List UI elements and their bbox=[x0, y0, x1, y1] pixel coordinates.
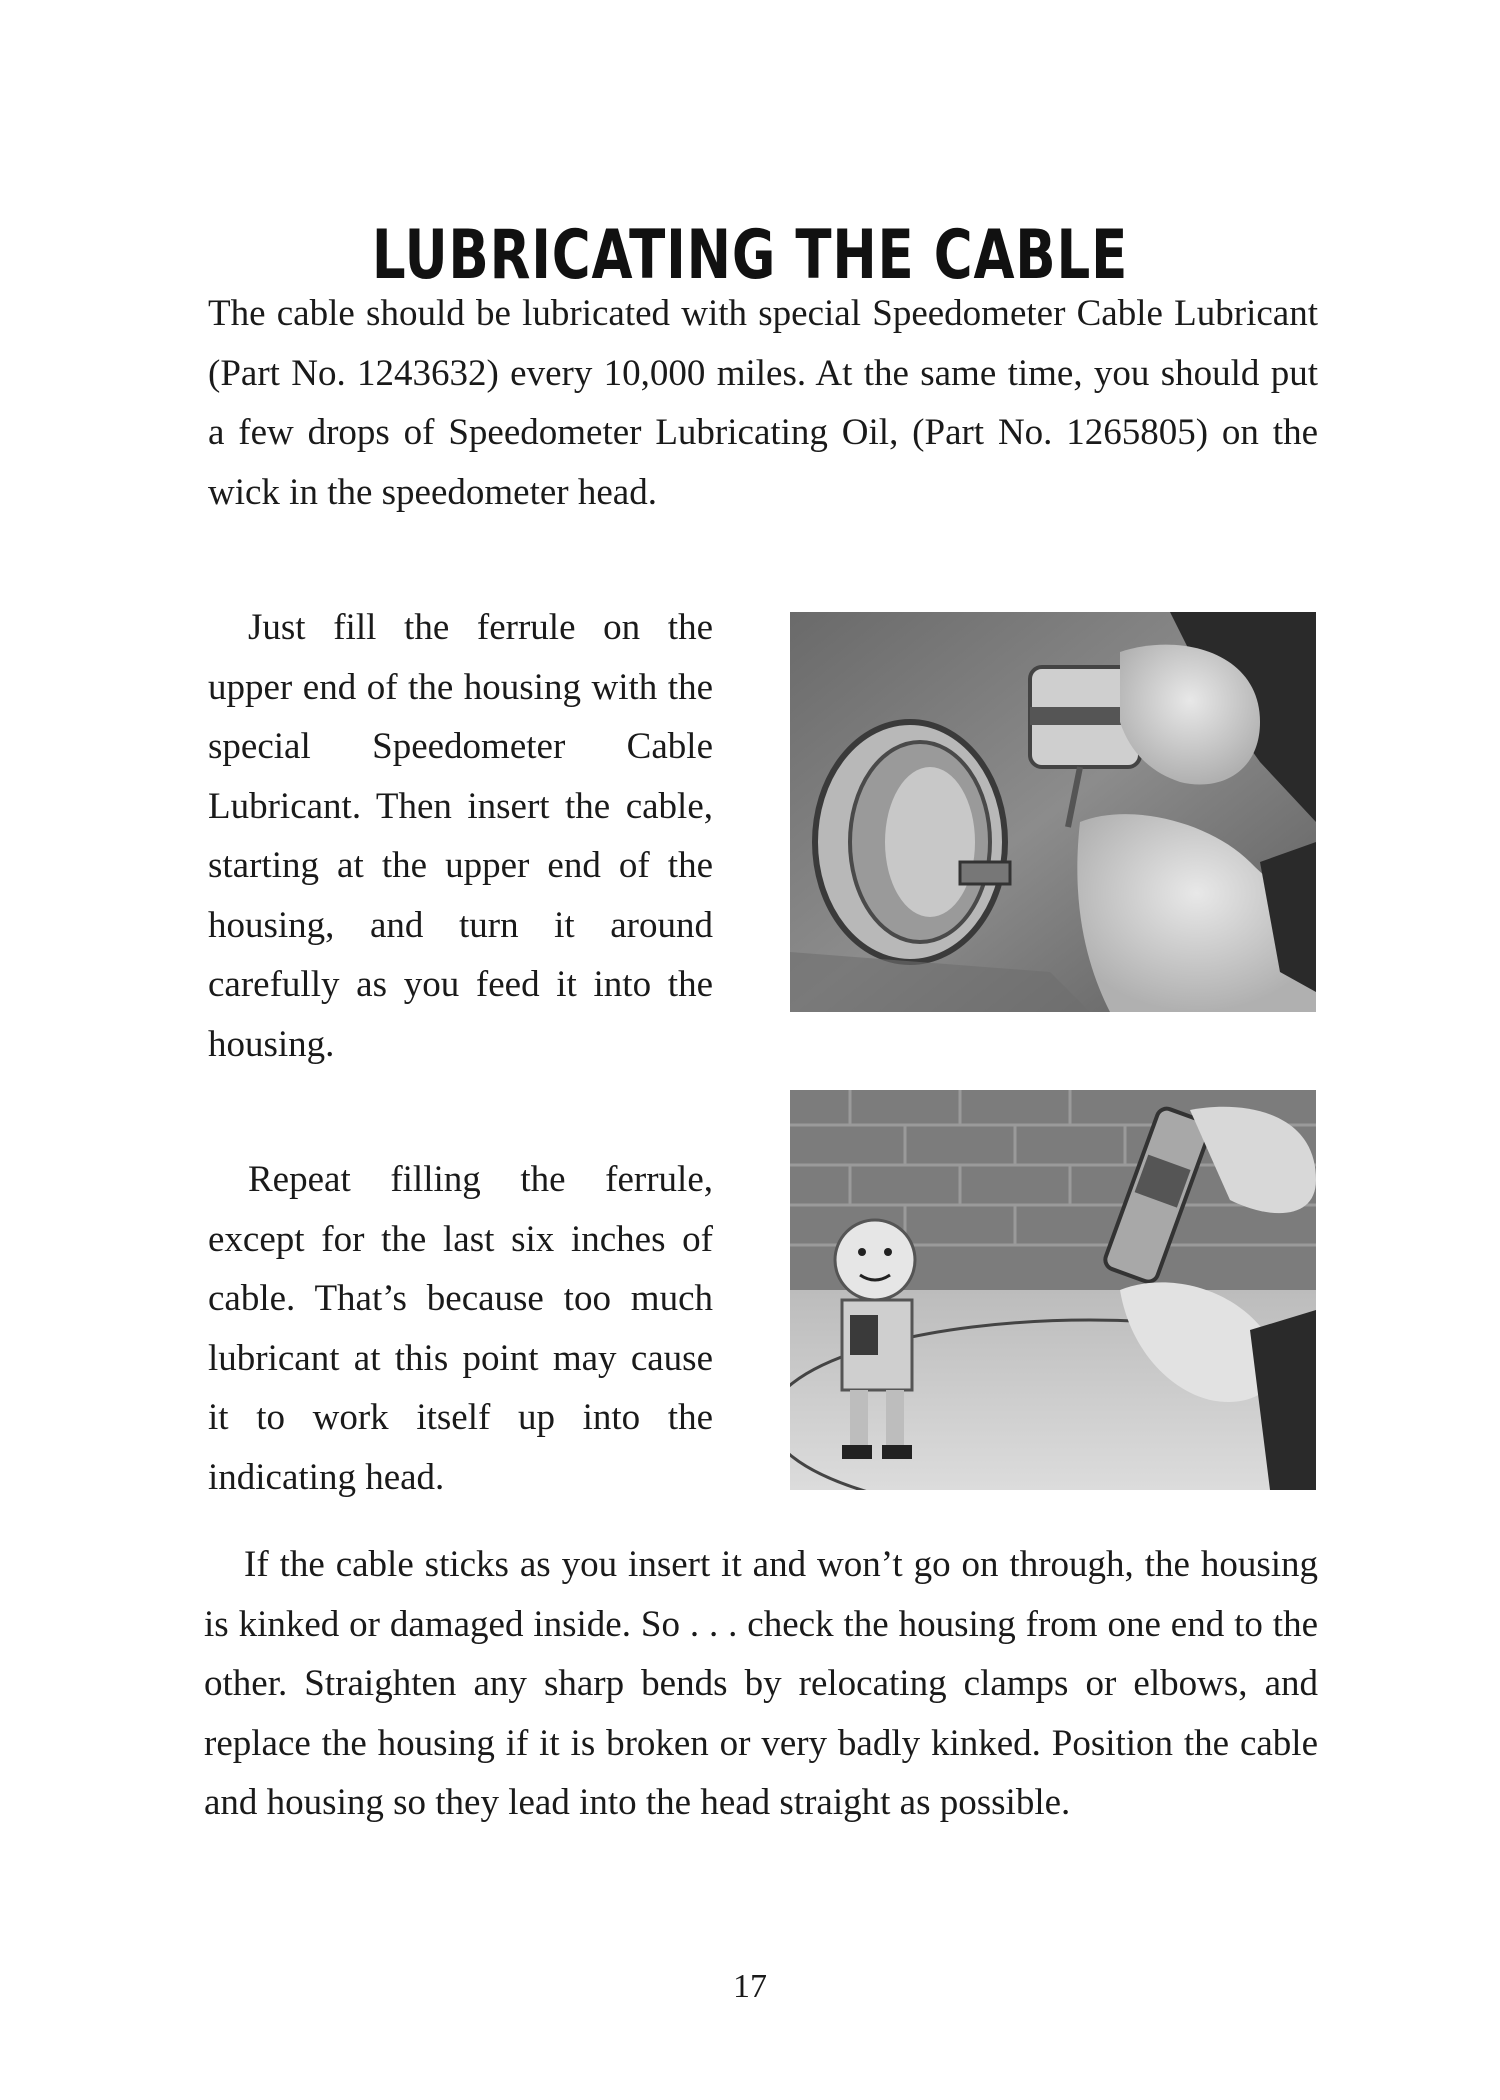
page-title: LUBRICATING THE CABLE bbox=[371, 215, 1129, 295]
fill-ferrule-paragraph: Just fill the ferrule on the upper end of the housing with the special Speedometer Cable Lubricant. Then insert the cable, starting at the upper end of the housing, and turn it around carefully as you feed it into the housing. bbox=[208, 607, 713, 1065]
intro-paragraph: The cable should be lubricated with special Speedometer Cable Lubricant (Part No. 1243632) every 10,000 miles. At the same time, you should put a few drops of Speedometer Lubricating Oil, (Part No. 1265805) on the wick in the speedometer head. bbox=[208, 293, 1318, 513]
photo-inserting-cable-image bbox=[790, 1090, 1316, 1490]
page-number: 17 bbox=[733, 1968, 767, 2005]
photo-inserting-cable bbox=[790, 1090, 1316, 1490]
photo-lubricating-ferrule bbox=[790, 612, 1316, 1012]
repeat-filling-paragraph: Repeat filling the ferrule, except for the last six inches of cable. That’s because too much lubricant at this point may cause it to work itself up into the indicating head. bbox=[208, 1159, 713, 1498]
cable-sticks-paragraph: If the cable sticks as you insert it and won’t go on through, the housing is kinked or damaged inside. So . . . check the housing from one end to the other. Straighten any sharp bends by relocating clamps or elbows, and replace the housing if it is broken or very badly kinked. Position the cable and housing so they lead into the head straight as possible. bbox=[204, 1544, 1318, 1823]
photo-lubricating-ferrule-image bbox=[790, 612, 1316, 1012]
